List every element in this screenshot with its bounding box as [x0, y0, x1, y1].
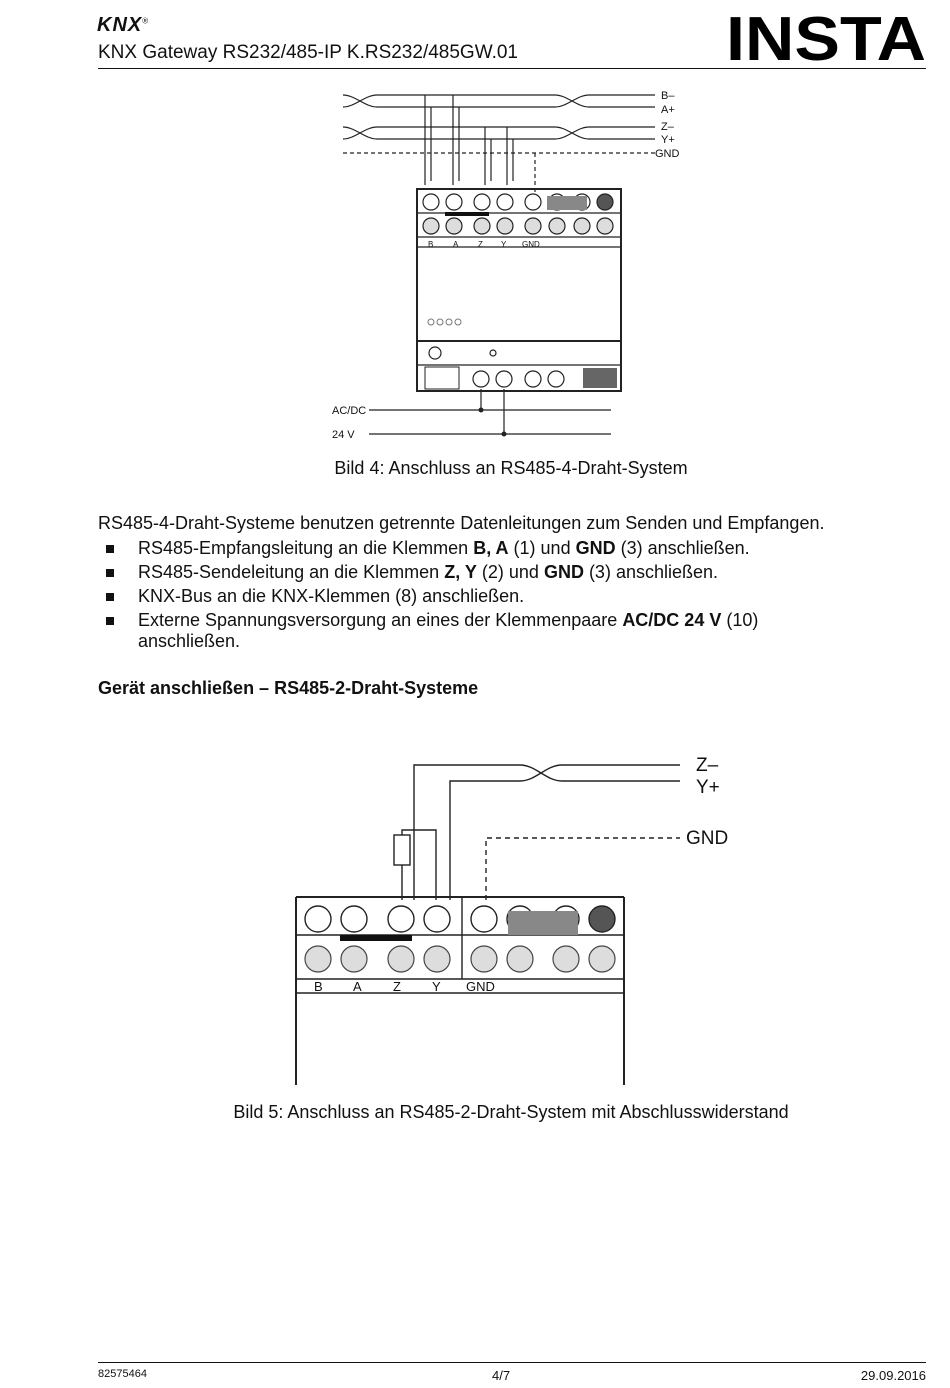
wire-label-b: B–	[661, 90, 675, 102]
wire-label-a: A+	[661, 104, 675, 116]
terminal-label-z: Z	[393, 979, 401, 994]
twist-ba-left	[343, 95, 377, 107]
terminal-label-gnd: GND	[522, 240, 540, 249]
terminal-label-gnd: GND	[466, 979, 495, 994]
list-item: Externe Spannungsversorgung an eines der Klemmenpaare AC/DC 24 V (10) anschließen.	[98, 610, 818, 650]
wire-label-gnd: GND	[655, 148, 680, 160]
header-rule	[98, 68, 926, 69]
terminal-label-z: Z	[478, 240, 483, 249]
page-number: 4/7	[492, 1368, 511, 1383]
twist-zy-right	[555, 127, 589, 139]
terminal-label-a: A	[353, 979, 362, 994]
wire-label-z: Z–	[661, 121, 674, 133]
wire-label-y: Y+	[661, 134, 675, 146]
wire-label-z: Z–	[696, 755, 719, 776]
brand-text: INSTA	[726, 5, 926, 66]
terminal-label-y: Y	[432, 979, 441, 994]
insta-logo	[726, 4, 926, 66]
knx-logo: KNX®	[97, 14, 150, 36]
figure-4-caption: Bild 4: Anschluss an RS485-4-Draht-System	[334, 458, 688, 478]
terminal-label-a: A	[453, 240, 459, 249]
list-item: RS485-Empfangsleitung an die Klemmen B, A (1) und GND (3) anschließen.	[98, 538, 898, 558]
wire-label-gnd: GND	[686, 828, 729, 849]
twist-zy-left	[343, 127, 377, 139]
power-label-acdc: AC/DC	[332, 405, 367, 417]
instruction-list	[98, 538, 898, 655]
wire-label-y: Y+	[696, 777, 720, 798]
footer-rule	[98, 1362, 926, 1363]
document-date: 29.09.2016	[860, 1368, 926, 1383]
list-item: KNX-Bus an die KNX-Klemmen (8) anschließen.	[98, 586, 898, 606]
terminal-label-y: Y	[501, 240, 507, 249]
terminal-label-b: B	[314, 979, 323, 994]
document-number: 82575464	[98, 1368, 147, 1380]
intro-paragraph: RS485-4-Draht-Systeme benutzen getrennte Datenleitungen zum Senden und Empfangen.	[98, 513, 825, 533]
terminal-label-b: B	[428, 240, 434, 249]
section-heading: Gerät anschließen – RS485-2-Draht-Systeme	[98, 678, 479, 698]
list-item: RS485-Sendeleitung an die Klemmen Z, Y (2) und GND (3) anschließen.	[98, 562, 898, 582]
power-label-24v: 24 V	[332, 429, 355, 441]
twist-ba-right	[555, 95, 589, 107]
figure-5-caption: Bild 5: Anschluss an RS485-2-Draht-System mit Abschlusswiderstand	[233, 1102, 789, 1122]
figure-4-diagram	[285, 85, 755, 445]
document-title: KNX Gateway RS232/485-IP K.RS232/485GW.01	[98, 42, 518, 63]
figure-5-diagram	[220, 735, 805, 1090]
